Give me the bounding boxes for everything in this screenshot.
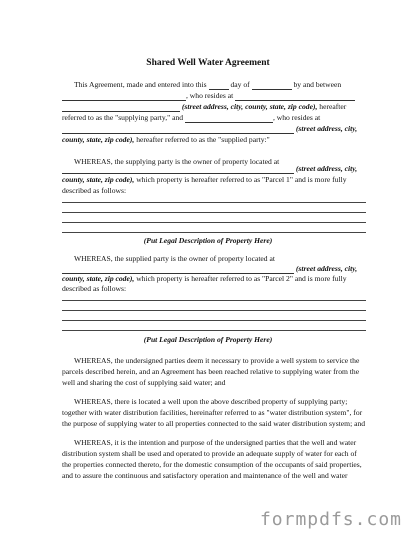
- p3-line-1b: (street address, city,: [62, 264, 357, 274]
- parcel1-description-line-3[interactable]: [62, 222, 366, 223]
- supplying-party-address-field-2[interactable]: [62, 103, 180, 112]
- supplying-party-address-field[interactable]: [235, 92, 355, 101]
- p1-line-3: (street address, city, county, state, zip code), hereafter: [62, 102, 346, 112]
- parcel2-address-field[interactable]: [62, 265, 294, 274]
- p1-line-1: This Agreement, made and entered into this day of by and between: [74, 80, 342, 89]
- watermark-logo: formpdfs.com: [259, 509, 402, 530]
- p5-line: the purpose of supplying water to all properties connected to the said water distribution system; and: [62, 419, 366, 428]
- parcel1-description-line-2[interactable]: [62, 212, 366, 213]
- page-title: Shared Well Water Agreement: [146, 58, 270, 68]
- p6-line: distribution system shall be used and operated to provide an adequate supply of water for each of: [62, 449, 357, 458]
- p1-line-4: referred to as the "supplying party," and , who resides at: [62, 113, 321, 122]
- p6-line: WHEREAS, it is the intention and purpose of the undersigned parties that the well and water: [74, 438, 357, 447]
- p4-line: parcels described herein, and an Agreement has been reached relative to supplying water from the: [62, 367, 360, 376]
- p4-line: WHEREAS, the undersigned parties deem it necessary to provide a well system to service the: [74, 356, 360, 365]
- p3-line-2: county, state, zip code), which property is hereafter referred to as "Parcel 2" and is more fully: [62, 274, 347, 283]
- p2-line-2: county, state, zip code), which property is hereafter referred to as "Parcel 1" and is more fully: [62, 175, 347, 184]
- p3-line-1: WHEREAS, the supplied party is the owner of property located at: [74, 254, 275, 263]
- parcel1-description-line-4[interactable]: [62, 232, 366, 233]
- legal-description-1: (Put Legal Description of Property Here): [143, 236, 273, 245]
- p1-line-5: (street address, city,: [62, 124, 357, 134]
- parcel2-description-line-2[interactable]: [62, 310, 366, 311]
- p1-line-2: , who resides at: [62, 91, 355, 101]
- p1-line-6: county, state, zip code), hereafter referred to as the "supplied party:": [62, 135, 270, 144]
- p4-line: well and sharing the cost of supplying said water; and: [62, 378, 226, 387]
- supplied-party-name-field[interactable]: [185, 114, 273, 123]
- supplying-party-name-field[interactable]: [62, 92, 186, 101]
- p6-line: and to assure the continuous and satisfactory operation and maintenance of the well and water: [62, 471, 348, 480]
- p3-line-3: described as follows:: [62, 284, 127, 293]
- p2-line-1: WHEREAS, the supplying party is the owner of property located at: [74, 157, 280, 166]
- parcel2-description-line-3[interactable]: [62, 320, 366, 321]
- p5-line: together with water distribution facilities, hereinafter referred to as "water distribution system", for: [62, 408, 363, 417]
- parcel2-description-line-4[interactable]: [62, 330, 366, 331]
- legal-description-2: (Put Legal Description of Property Here): [143, 335, 273, 344]
- supplied-party-address-field[interactable]: [62, 125, 294, 134]
- p5-line: WHEREAS, there is located a well upon the above described property of supplying party;: [74, 397, 348, 406]
- parcel1-address-field[interactable]: [62, 165, 294, 174]
- parcel1-description-line-1[interactable]: [62, 202, 366, 203]
- p2-line-3: described as follows:: [62, 186, 127, 195]
- month-field[interactable]: [252, 81, 292, 90]
- p6-line: the properties connected thereto, for the domestic consumption of the occupants of said properties,: [62, 460, 362, 469]
- parcel2-description-line-1[interactable]: [62, 300, 366, 301]
- p2-line-1b: (street address, city,: [62, 164, 357, 174]
- day-field[interactable]: [209, 81, 229, 90]
